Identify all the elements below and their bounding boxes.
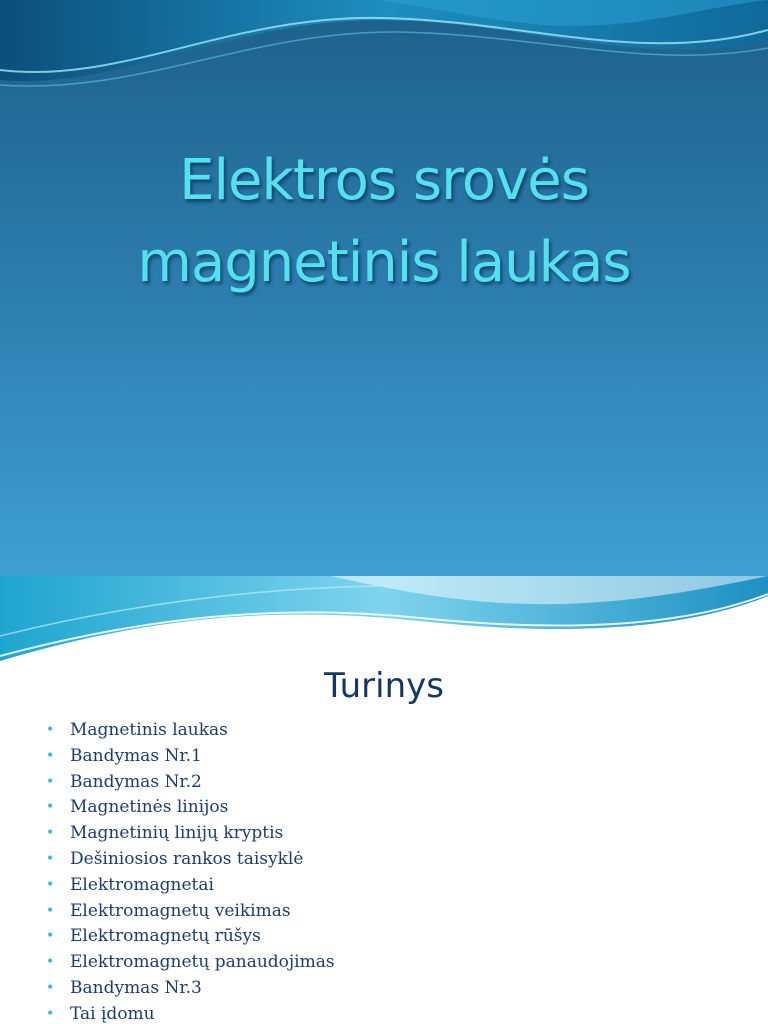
contents-item — [44, 976, 335, 1002]
contents-item-label: Elektromagnetų veikimas — [70, 900, 291, 921]
contents-item-label: Dešiniosios rankos taisyklė — [70, 848, 304, 869]
contents-slide — [0, 576, 768, 1024]
bullet-icon: • — [46, 799, 55, 816]
contents-title: Turinys — [324, 666, 444, 706]
contents-item — [44, 950, 335, 976]
contents-item — [44, 795, 335, 821]
contents-item — [44, 770, 335, 796]
contents-item — [44, 1002, 335, 1024]
wave-decoration — [0, 576, 768, 666]
bullet-icon: • — [46, 722, 55, 738]
contents-item — [44, 744, 335, 770]
bullet-icon: • — [46, 1005, 55, 1022]
contents-item-label: Magnetinių linijų kryptis — [70, 823, 284, 844]
slide-title-line-2: magnetinis laukas — [137, 230, 631, 295]
contents-item-label: Elektromagnetai — [70, 874, 214, 895]
bullet-icon: • — [46, 928, 55, 945]
contents-item-label: Elektromagnetų rūšys — [70, 926, 261, 947]
contents-item — [44, 821, 335, 847]
wave-decoration — [0, 0, 768, 110]
slide-title-line-1: Elektros srovės — [179, 148, 589, 213]
contents-item-label: Magnetinės linijos — [70, 797, 229, 818]
bullet-icon: • — [46, 773, 55, 790]
bullet-icon: • — [46, 850, 55, 867]
bullet-icon: • — [46, 825, 55, 842]
contents-item — [44, 899, 335, 925]
contents-item — [44, 873, 335, 899]
contents-item — [44, 847, 335, 873]
bullet-icon: • — [46, 902, 55, 919]
contents-item — [44, 718, 335, 744]
contents-item-label: Bandymas Nr.3 — [70, 977, 202, 998]
contents-item — [44, 924, 335, 950]
bullet-icon: • — [46, 747, 55, 764]
bullet-icon: • — [46, 979, 55, 996]
contents-item-label: Magnetinis laukas — [70, 720, 228, 740]
contents-item-label: Tai įdomu — [70, 1003, 155, 1024]
slide-title — [0, 140, 768, 304]
contents-item-label: Bandymas Nr.2 — [70, 771, 202, 792]
contents-list — [44, 718, 335, 1024]
contents-item-label: Elektromagnetų panaudojimas — [70, 952, 335, 973]
contents-item-label: Bandymas Nr.1 — [70, 745, 202, 766]
bullet-icon: • — [46, 876, 55, 893]
bullet-icon: • — [46, 954, 55, 971]
